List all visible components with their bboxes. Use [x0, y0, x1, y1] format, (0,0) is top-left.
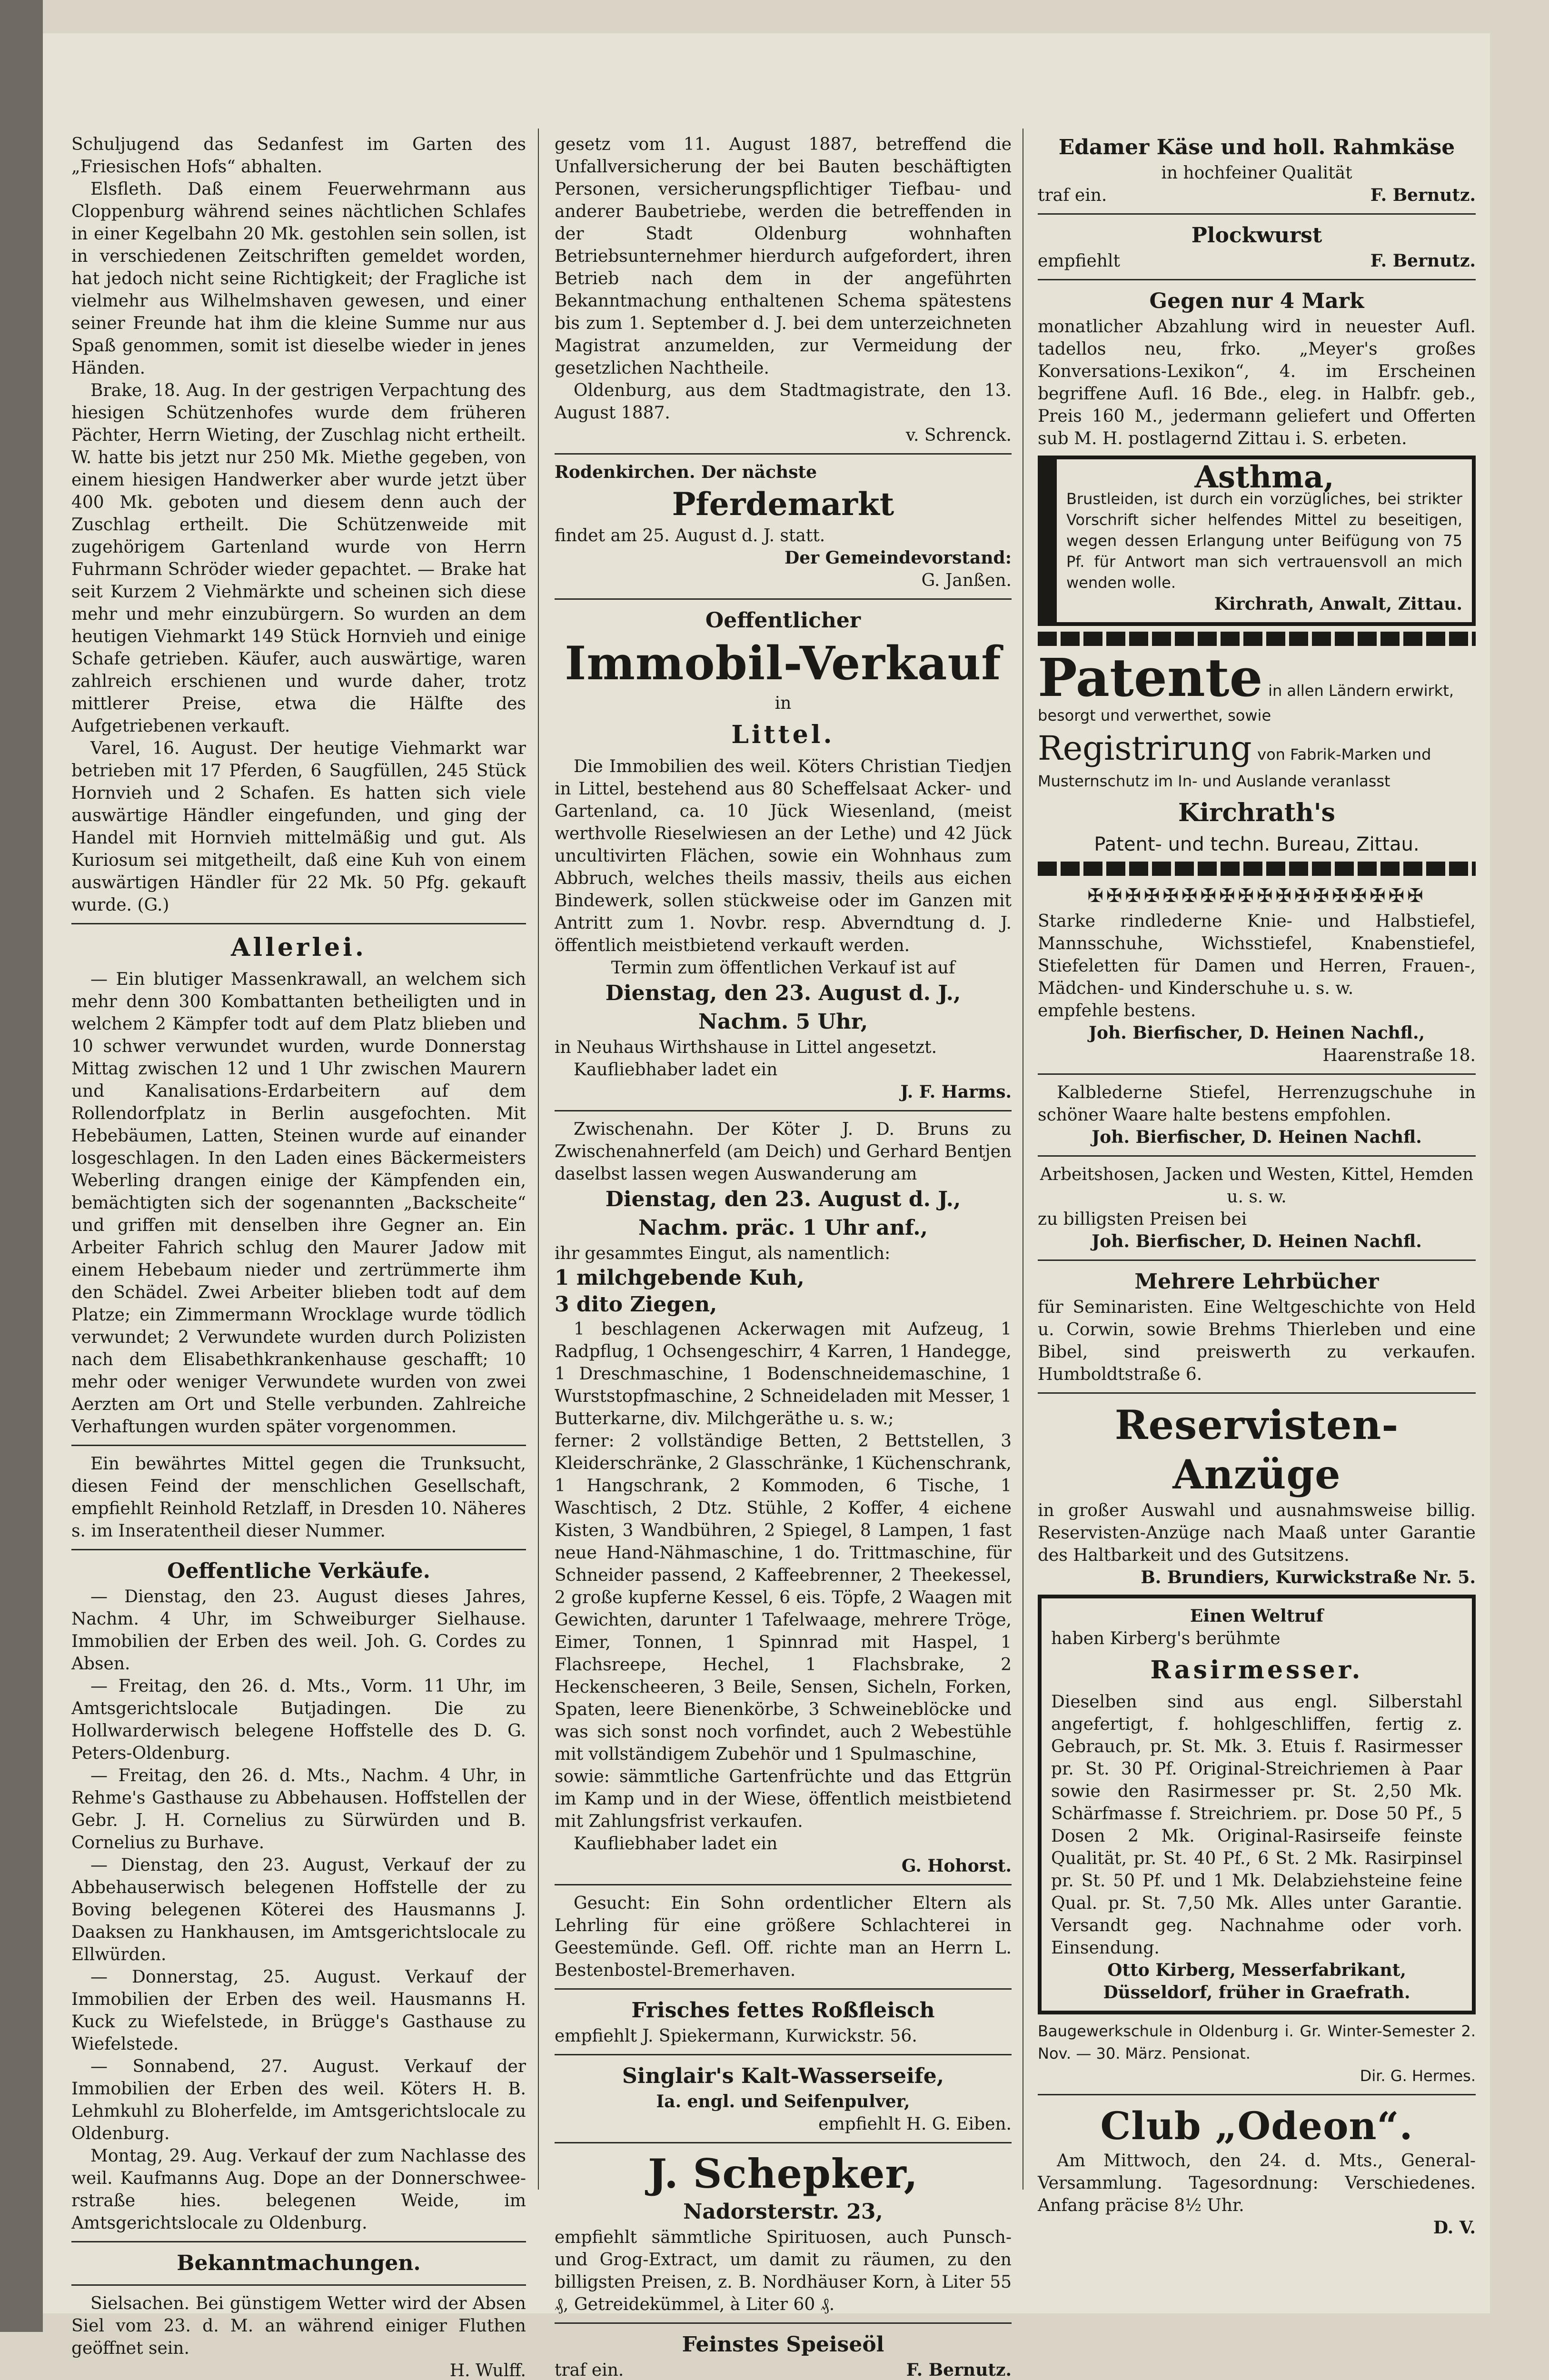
news-paragraph: Schuljugend das Sedanfest im Garten des „Friesischen Hofs“ abhalten. [71, 135, 526, 177]
ad-plockwurst-empfiehlt: empfiehlt [1038, 251, 1120, 271]
ad-schepker-address: Nadorsterstr. 23, [683, 2200, 883, 2224]
divider [555, 2142, 1012, 2143]
ad-lehrbuecher-text: für Seminaristen. Eine Weltgeschichte von Held u. Corwin, sowie Brehms Thierleben und eine Bibel, sind preiswerth zu verkaufen. Humboldtstraße 6. [1038, 1298, 1476, 1384]
ad-plockwurst-vendor: F. Bernutz. [1370, 251, 1476, 271]
ad-rasirmesser-signature-2: Düsseldorf, früher in Graefrath. [1103, 1983, 1410, 2003]
newspaper-page [43, 33, 1490, 2380]
divider [555, 1110, 1012, 1111]
divider [555, 2054, 1012, 2055]
ad-immobil-verkauf-title: Immobil-Verkauf [565, 636, 1002, 690]
ad-speiseoel-trafein: traf ein. [555, 2360, 624, 2380]
divider [1038, 2094, 1476, 2095]
notice-sielsachen: Sielsachen. Bei günstigem Wetter wird der Absen Siel vom 23. d. M. an während einiger Fluthen geöffnet sein. [71, 2294, 526, 2358]
ad-rodenkirchen: Rodenkirchen. Der nächste [555, 462, 817, 482]
notice-signature: v. Schrenck. [905, 426, 1012, 445]
ad-stiefel-recommend: empfehle bestens. [1038, 1001, 1196, 1021]
ad-zw-items: 1 beschlagenen Ackerwagen mit Aufzeug, 1 Radpflug, 1 Ochsengeschirr, 4 Karren, 1 Handegge, 1 Dreschmaschine, 1 Bodenschneidemaschine, 1 Wurststopfmaschine, 2 Schneideladen mit Messer, 1 Butterkarne, div. Milchgeräthe u. s. w.; [555, 1319, 1012, 1428]
news-massenkrawall: — Ein blutiger Massenkrawall, an welchem sich mehr denn 300 Kombattanten betheiligten und in welchem 2 Kämpfer todt auf dem Platz blieben und 10 schwer verwundet wurden, wurde Donnerstag Mittag zwischen 12 und 1 Uhr zwischen Maurern und Kanalisations-Erdarbeitern auf dem Rollendorfplatz in Berlin ausgefochten. Mit Hebebäumen, Latten, Steinen wurde auf einander losgeschlagen. In den Laden eines Bäckermeisters Weberling drangen einige der Kämpfenden ein, bemächtigten sich der sogenannten „Backscheite“ und griffen mit denselben ihre Gegner an. Ein Arbeiter Fahrich schlug den Maurer Jadow mit einem Hebebaum nieder und zertrümmerte ihm den Schädel. Zwei Arbeiter blieben todt auf dem Platze; ein Zimmermann Wrocklage wurde tödlich verwundet; 2 Verwundete wurden durch Polizisten nach dem Elisabethkrankenhause geschafft; 10 mehr oder weniger Verwundete wurden von zwei Aerzten am Ort und Stelle verbunden. Zahlreiche Verhaftungen wurden später vorgenommen. [71, 970, 526, 1437]
ad-edamer-trafein: traf ein. [1038, 186, 1107, 205]
ad-lehrbuecher: Mehrere Lehrbücher [1134, 1269, 1379, 1294]
sale-item: Montag, 29. Aug. Verkauf der zum Nachlasse des weil. Kaufmanns Aug. Dope an der Donnerschweerstraße hies. belegenen Weide, im Amtsgerichtslocale zu Oldenburg. [71, 2146, 526, 2233]
ad-plockwurst: Plockwurst [1191, 223, 1322, 248]
notice-signature: H. Wulff. [449, 2361, 526, 2380]
ad-zw-items-more: ferner: 2 vollständige Betten, 2 Bettstellen, 3 Kleiderschränke, 2 Glasschränke, 1 Küchenschrank, 1 Hangschrank, 2 Kommoden, 6 Tische, 1 Waschtisch, 2 Dtz. Stühle, 2 Koffer, 4 eichene Kisten, 3 Wandbühren, 2 Spiegel, 8 Lampen, 1 fast neue Hand-Nähmaschine, 1 do. Trittmaschine, für Schneider passend, 2 Kaffeebrenner, 2 Theekessel, 2 große kupferne Kessel, 6 eis. Töpfe, 2 Waagen mit Gewichten, darunter 1 Tafelwaage, mehrere Tröge, Eimer, Tonnen, 1 Spinnrad mit Haspel, 1 Flachsreepe, Hechel, 1 Flachsbrake, 2 Heckenscheeren, 3 Beile, Sensen, Sicheln, Forken, Spaten, leere Bienenkörbe, 3 Schweineblöcke und was sich sonst noch vorfindet, auch 2 Webestühle mit vollständigem Zubehör und 1 Spulmaschine, [555, 1431, 1012, 1764]
ad-patente [1038, 647, 1476, 727]
divider [555, 1988, 1012, 1990]
ad-seife-vendor: empfiehlt H. G. Eiben. [818, 2114, 1012, 2134]
ad-invite: Kaufliebhaber ladet ein [574, 1060, 778, 1080]
ad-speiseoel: Feinstes Speiseöl [682, 2332, 884, 2357]
ad-club-odeon-signature: D. V. [1433, 2218, 1476, 2238]
divider [71, 2241, 526, 2242]
ad-edamer: Edamer Käse und holl. Rahmkäse [1058, 135, 1455, 159]
ad-gesucht: Gesucht: Ein Sohn ordentlicher Eltern als Lehrling für eine größere Schlachterei in Geestemünde. Gefl. Off. richte man an Herrn L. Bestenbostel-Bremerhaven. [555, 1894, 1012, 1980]
ad-edamer-quality: in hochfeiner Qualität [1161, 163, 1352, 183]
divider [1038, 1259, 1476, 1261]
ad-termin-date: Dienstag, den 23. August d. J., [605, 981, 961, 1005]
notice-continued: gesetz vom 11. August 1887, betreffend die Unfallversicherung der bei Bauten beschäftigten Personen, versicherungspflichtiger Tiefbau- und anderer Baubetriebe, werden die betreffenden in der Stadt Oldenburg wohnhaften Betriebsunternehmer hierdurch aufgefordert, ihren Betrieb nach dem in der angeführten Bekanntmachung enthaltenen Schema spätestens bis zum 1. September d. J. bei dem unterzeichneten Magistrat anzumelden, zur Vermeidung der gesetzlichen Nachtheile. [555, 135, 1012, 378]
ad-schepker-title: J. Schepker, [648, 2150, 918, 2197]
decorative-bar [1038, 862, 1476, 876]
column-rule [538, 129, 539, 2190]
divider [1038, 1155, 1476, 1157]
ad-registrirung [1038, 727, 1476, 793]
ad-weltruf: Einen Weltruf [1190, 1606, 1324, 1626]
ad-immobil-text: Die Immobilien des weil. Köters Christian Tiedjen in Littel, bestehend aus 80 Scheffelsaat Acker- und Gartenland, ca. 10 Jück Wiesenland, (meist werthvolle Rieselwiesen an der Lethe) und 42 Jück uncultivirten Flächen, sowie ein Wohnhaus zum Abbruch, welches theils massiv, theils aus eichen Bindewerk, sollen stückweise oder im Ganzen mit Antritt zum 1. Novbr. resp. Abverndtung d. J. öffentlich meistbietend verkauft werden. [555, 757, 1012, 955]
decorative-bar [1038, 632, 1476, 646]
column-1 [71, 133, 526, 2380]
ad-plockwurst-line [1038, 250, 1476, 272]
divider [555, 1884, 1012, 1885]
ad-speiseoel-text [555, 2359, 1012, 2380]
ad-bierfischer-address: Haarenstraße 18. [1322, 1046, 1476, 1065]
ad-arbeitshosen: Arbeitshosen, Jacken und Westen, Kittel, Hemden u. s. w. [1040, 1165, 1474, 1207]
news-brake: Brake, 18. Aug. In der gestrigen Verpachtung des hiesigen Schützenhofes wurde dem früheren Pächter, Herrn Wieting, der Zuschlag nicht ertheilt. W. hatte bis jetzt nur 250 Mk. Miethe gegeben, von einem hiesigen Handwerker aber wurde jetzt über 400 Mk. geboten und diesem denn auch der Zuschlag ertheilt. Die Schützenweide mit zugehörigem Gartenland wurde von Herrn Fuhrmann Schröder wieder gepachtet. — Brake hat seit Kurzem 2 Viehmärkte und scheinen sich diese mehr und mehr einzubürgern. So wurden an dem heutigen Viehmarkt 149 Stück Hornvieh und einige Schafe getrieben. Käufer, auch auswärtige, waren zahlreich erschienen und wurde daher, trotz mittlerer Preise, etwa die Hälfte des Aufgetriebenen verkauft. [71, 381, 526, 736]
ad-asthma-text: Brustleiden, ist durch ein vorzügliches, bei strikter Vorschrift sicher helfendes Mittel zu beseitigen, wegen dessen Erlangung unter Beifügung von 75 Pf. für Antwort man sich vertrauensvoll an mich wenden wolle. [1066, 490, 1462, 592]
ad-invite: Kaufliebhaber ladet ein [574, 1834, 778, 1854]
ad-littel: Littel. [731, 720, 835, 749]
ad-club-odeon-title: Club „Odeon“. [1100, 2103, 1413, 2148]
ad-registrirung-title: Registrirung [1038, 729, 1252, 768]
ad-signature: G. Hohorst. [901, 1856, 1012, 1876]
ad-kirberg: haben Kirberg's berühmte [1051, 1629, 1281, 1648]
column-2 [555, 133, 1012, 2380]
section-heading-bekanntmachungen: Bekanntmachungen. [177, 2251, 421, 2275]
ad-bierfischer: Joh. Bierfischer, D. Heinen Nachfl. [1092, 1127, 1422, 1147]
divider [71, 1445, 526, 1446]
ad-pferdemarkt-date: findet am 25. August d. J. statt. [555, 526, 825, 545]
divider [71, 1549, 526, 1550]
column-3 [1038, 133, 1476, 2239]
ad-kirchrath: Kirchrath's [1178, 798, 1335, 827]
ad-termin-time: Nachm. 5 Uhr, [698, 1010, 868, 1034]
ad-meyer-lexikon: monatlicher Abzahlung wird in neuester Aufl. tadellos neu, frko. „Meyer's großes Konversations-Lexikon“, 4. im Erscheinen begriffene Aufl. 16 Bde., eleg. in Halbfr. geb., Preis 160 M., jedermann geliefert und Offerten sub M. H. postlagernd Zittau i. S. erbeten. [1038, 317, 1476, 448]
ad-rasirmesser-title: Rasirmesser. [1150, 1656, 1363, 1685]
news-elsfleth: Elsfleth. Daß einem Feuerwehrmann aus Cloppenburg während seines nächtlichen Schlafes in einer Kegelbahn 20 Mk. gestohlen sein sollen, ist in verschiedenen Zeitschriften gemeldet worden, hat jedoch nicht seine Richtigkeit; der Fragliche ist vielmehr aus Wilhelmshaven gewesen, und einer seiner Freunde hat ihm die kleine Summe nur aus Spaß genommen, somit ist dieselbe wieder in jenes Händen. [71, 179, 526, 378]
ad-club-odeon-text: Am Mittwoch, den 24. d. Mts., General-Versammlung. Tagesordnung: Verschiedenes. Anfang präcise 8½ Uhr. [1038, 2151, 1476, 2215]
scan-edge [0, 0, 43, 2332]
ad-seife-2: Ia. engl. und Seifenpulver, [656, 2092, 910, 2112]
ad-location: in Neuhaus Wirthshause in Littel angesetzt. [555, 1038, 937, 1057]
ad-asthma-signature: Kirchrath, Anwalt, Zittau. [1214, 594, 1462, 614]
ad-rasirmesser-signature: Otto Kirberg, Messerfabrikant, [1107, 1960, 1406, 1980]
ad-signature: J. F. Harms. [900, 1082, 1012, 1102]
ad-gegen-4-mark: Gegen nur 4 Mark [1149, 289, 1364, 313]
ad-stiefel: Starke rindlederne Knie- und Halbstiefel, Mannsschuhe, Wichsstiefel, Knabenstiefel, Stiefeletten für Damen und Herren, Frauen-, Mädchen- und Kinderschuhe u. s. w. [1038, 912, 1476, 998]
ad-asthma-box [1038, 456, 1476, 626]
ad-reservisten-signature: B. Brundiers, Kurwickstraße Nr. 5. [1141, 1567, 1476, 1587]
ad-speiseoel-vendor: F. Bernutz. [906, 2360, 1012, 2380]
ad-in: in [774, 694, 792, 713]
ad-pferdemarkt-signature: G. Janßen. [921, 571, 1012, 590]
ad-arbeitshosen-price: zu billigsten Preisen bei [1038, 1210, 1247, 1229]
ad-rossfleisch-vendor: empfiehlt J. Spiekermann, Kurwickstr. 56. [555, 2026, 917, 2046]
ad-kalbleder: Kalblederne Stiefel, Herrenzugschuhe in schöner Waare halte bestens empfohlen. [1038, 1083, 1476, 1125]
divider [1038, 1392, 1476, 1394]
sale-item: — Dienstag, den 23. August, Verkauf der zu Abbehauserwisch belegenen Hoffstelle der zu Boving belegenen Köterei des Hausmanns J. Daaksen zu Hankhausen, im Amtsgerichtslocale zu Ellwürden. [71, 1855, 526, 1964]
ad-baugewerkschule-director: Dir. G. Hermes. [1360, 2067, 1476, 2085]
ad-registrirung-text: von Fabrik-Marken und Musternschutz im In- und Auslande veranlasst [1038, 745, 1431, 790]
ad-zw-date: Dienstag, den 23. August d. J., [605, 1187, 961, 1211]
ad-reservisten-title: Reservisten-Anzüge [1114, 1401, 1399, 1498]
ad-pferdemarkt-title: Pferdemarkt [672, 486, 894, 523]
ad-oeffentlicher: Oeffentlicher [705, 608, 861, 633]
notice-place-date: Oldenburg, aus dem Stadtmagistrate, den 13. August 1887. [555, 381, 1012, 423]
divider [1038, 279, 1476, 280]
divider [71, 923, 526, 924]
divider [555, 2322, 1012, 2324]
ad-zw-ziegen: 3 dito Ziegen, [555, 1292, 717, 1317]
ad-patente-title: Patente [1038, 647, 1263, 708]
news-trunksucht: Ein bewährtes Mittel gegen die Trunksucht, diesen Feind der menschlichen Gesellschaft, empfiehlt Reinhold Retzlaff, in Dresden 10. Näheres s. im Inseratentheil dieser Nummer. [71, 1454, 526, 1541]
news-varel: Varel, 16. August. Der heutige Viehmarkt war betrieben mit 17 Pferden, 6 Saugfüllen, 245 Stück Hornvieh und 2 Schafen. Es hatten sich viele auswärtige Händler eingefunden, und ging der Handel mit Hornvieh mittelmäßig und gut. Als Kuriosum sei mitgetheilt, daß eine Kuh von einem auswärtigen Händler für 22 Mk. 50 Pfg. gekauft wurde. (G.) [71, 739, 526, 915]
ad-asthma-title: Asthma, [1194, 459, 1334, 495]
ad-patente-text: in allen Ländern erwirkt, besorgt und verwerthet, sowie [1038, 682, 1454, 724]
ad-rasirmesser-text: Dieselben sind aus engl. Silberstahl angefertigt, f. hohlgeschliffen, fertig z. Gebrauch, pr. St. Mk. 3. Etuis f. Rasirmesser pr. St. 30 Pf. Original-Streichriemen à Paar sowie den Rasirmesser pr. St. 2,50 Mk. Schärfmasse f. Streichriem. pr. Dose 50 Pf., 5 Dosen 2 Mk. Original-Rasirseife feinste Qualität, pr. St. 40 Pf., 6 St. 2 Mk. Rasirpinsel pr. St. 50 Pf. und 1 Mk. Delabziehsteine feine Qual. pr. St. 7,50 Mk. Alles unter Garantie. Versandt geg. Nachnahme oder vorh. Einsendung. [1051, 1692, 1462, 1958]
section-heading-verkaeufe: Oeffentliche Verkäufe. [167, 1559, 430, 1583]
sale-item: — Sonnabend, 27. August. Verkauf der Immobilien der Erben des weil. Köters H. B. Lehmkuhl zu Bloherfelde, im Amtsgerichtslocale zu Oldenburg. [71, 2057, 526, 2143]
ad-bierfischer: Joh. Bierfischer, D. Heinen Nachfl. [1092, 1231, 1422, 1251]
decorative-stars: ✠✠✠✠✠✠✠✠✠✠✠✠✠✠✠✠✠✠ [1087, 885, 1426, 907]
ad-zw-intro: ihr gesammtes Eingut, als namentlich: [555, 1244, 891, 1263]
ad-termin: Termin zum öffentlichen Verkauf ist auf [611, 958, 955, 978]
sale-item: — Freitag, den 26. d. Mts., Vorm. 11 Uhr, im Amtsgerichtslocale Butjadingen. Die zu Hollwarderwisch belegene Hoffstelle des D. G. Peters-Oldenburg. [71, 1676, 526, 1763]
divider [555, 598, 1012, 600]
ad-rossfleisch: Frisches fettes Roßfleisch [631, 1998, 935, 2023]
ad-pferdemarkt-board: Der Gemeindevorstand: [784, 548, 1012, 568]
ad-bierfischer: Joh. Bierfischer, D. Heinen Nachfl., [1088, 1023, 1425, 1043]
ad-zwischenahn: Zwischenahn. Der Köter J. D. Bruns zu Zwischenahnerfeld (am Deich) und Gerhard Bentjen daselbst lassen wegen Auswanderung am [555, 1120, 1012, 1184]
ad-schepker-text: empfiehlt sämmtliche Spirituosen, auch Punsch- und Grog-Extract, um damit zu räumen, zu den billigsten Preisen, z. B. Nordhäuser Korn, à Liter 55 ₰, Getreidekümmel, à Liter 60 ₰. [555, 2228, 1012, 2314]
section-heading-allerlei: Allerlei. [230, 933, 367, 962]
ad-rasirmesser-box [1038, 1595, 1476, 2014]
divider [555, 453, 1012, 455]
divider [71, 2284, 526, 2286]
ad-edamer-vendor: F. Bernutz. [1370, 185, 1476, 205]
ad-reservisten-text: in großer Auswahl und ausnahmsweise billig. Reservisten-Anzüge nach Maaß unter Garantie des Haltbarkeit und des Gutsitzens. [1038, 1501, 1476, 1565]
sale-item: — Dienstag, den 23. August dieses Jahres, Nachm. 4 Uhr, im Schweiburger Sielhause. Immobilien der Erben des weil. Joh. G. Cordes zu Absen. [71, 1587, 526, 1674]
ad-edamer-line [1038, 184, 1476, 207]
divider [1038, 1073, 1476, 1075]
ad-zw-kuh: 1 milchgebende Kuh, [555, 1266, 804, 1290]
ad-kirchrath-bureau: Patent- und techn. Bureau, Zittau. [1094, 833, 1420, 855]
ad-seife: Singlair's Kalt-Wasserseife, [622, 2064, 944, 2088]
sale-item: — Freitag, den 26. d. Mts., Nachm. 4 Uhr, in Rehme's Gasthause zu Abbehausen. Hoffstellen der Gebr. J. H. Cornelius zu Sürwürden und B. Cornelius zu Burhave. [71, 1766, 526, 1853]
ad-zw-time: Nachm. präc. 1 Uhr anf., [638, 1216, 928, 1240]
ad-baugewerkschule: Baugewerkschule in Oldenburg i. Gr. Winter-Semester 2. Nov. — 30. März. Pensionat. [1038, 2022, 1476, 2063]
divider [1038, 213, 1476, 215]
sale-item: — Donnerstag, 25. August. Verkauf der Immobilien der Erben des weil. Hausmanns H. Kuck zu Wiefelstede, in Brügge's Gasthause zu Wiefelstede. [71, 1967, 526, 2054]
ad-zw-sowie: sowie: sämmtliche Gartenfrüchte und das Ettgrün im Kamp und in der Wiese, öffentlich meistbietend mit Zahlungsfrist verkaufen. [555, 1767, 1012, 1831]
